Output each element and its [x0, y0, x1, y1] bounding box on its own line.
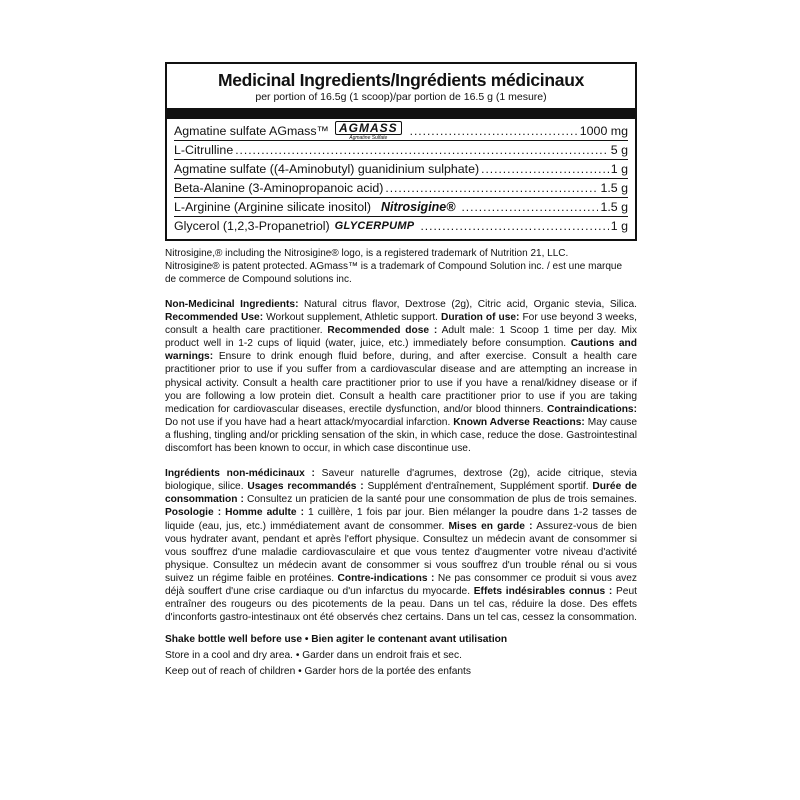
- cautions-label: Cautions and warnings:: [165, 338, 637, 363]
- french-directions: [165, 467, 637, 624]
- shake-instruction: Shake bottle well before use • Bien agiter le contenant avant utilisation: [165, 634, 508, 646]
- dose-label: Recommended dose :: [327, 325, 438, 337]
- adverse-reactions-text: May cause a flushing, tingling and/or prickling sensation of the skin, in which case, reduce the dose. Gastrointestinal discomfort has been known to occur, in which case discontinue use.: [165, 416, 638, 455]
- fr-contraindications-text: Ne pas consommer ce produit si vous avez déjà souffert d'une crise cardiaque ou d'un infarctus du myocarde.: [165, 572, 637, 597]
- agmass-logo-subtext: Agmatine Sulfate: [349, 135, 388, 141]
- fr-non-medicinal-text: Saveur naturelle d'agrumes, dextrose (2g), acide citrique, stevia biologique, silice.: [165, 468, 637, 493]
- ingredient-amount: 1 g: [610, 162, 628, 176]
- fr-contraindications-label: Contre-indications :: [337, 572, 435, 584]
- ingredient-amount: 5 g: [610, 143, 628, 157]
- leader-dots: [410, 124, 578, 138]
- panel-title: Medicinal Ingredients/Ingrédients médicinaux: [217, 70, 585, 90]
- ingredient-amount: 1.5 g: [600, 200, 628, 214]
- ingredient-row: [174, 122, 628, 141]
- ingredient-name: Agmatine sulfate ((4-Aminobutyl) guanidinium sulphate): [174, 162, 480, 176]
- ingredient-amount: 1.5 g: [600, 181, 628, 195]
- trademark-line: Nitrosigine,® including the Nitrosigine® logo, is a registered trademark of Nutrition 21, LLC.: [165, 248, 569, 259]
- store-instruction: Store in a cool and dry area. • Garder dans un endroit frais et sec.: [165, 650, 462, 662]
- cautions-text: Ensure to drink enough fluid before, during, and after exercise. Consult a health care practitioner prior to use if you suffer from a cardiovascular disease and are attempting an increase in physical activity. Consult a health care practitioner prior to use if you have a renal/kidney disease or if you are following a low protein diet. Consult a health care practitioner prior to use if you are taking medication for cardiovascular diseases, erectile dysfunction, and/or blood thinners.: [165, 351, 637, 415]
- fr-dose-label: Posologie : Homme adulte :: [165, 507, 304, 519]
- ingredient-name: Glycerol (1,2,3-Propanetriol): [174, 219, 330, 233]
- non-medicinal-label: Non-Medicinal Ingredients:: [165, 299, 299, 310]
- agmass-logo-mark: AGMASS: [335, 121, 402, 135]
- glycerpump-logo: GLYCERPUMP: [334, 220, 415, 232]
- fr-usage-text: Supplément d'entraînement, Supplément sportif.: [367, 481, 589, 493]
- ingredient-row: [174, 198, 628, 217]
- fr-adverse-text: Peut entraîner des rougeurs ou des picotements de la peau. Dans un tel cas, réduire la dose. Des effets d'inconforts gastro-intestinaux ont été observés chez certains. Dans un tel cas, cessez la consommation.: [165, 585, 637, 624]
- non-medicinal-text: Natural citrus flavor, Dextrose (2g), Citric acid, Organic stevia, Silica.: [304, 299, 637, 310]
- ingredient-amount: 1000 mg: [579, 124, 628, 138]
- ingredient-table: [167, 119, 635, 239]
- english-directions: [165, 298, 637, 455]
- ingredient-amount: 1 g: [610, 219, 628, 233]
- fr-non-medicinal-label: Ingrédients non-médicinaux :: [165, 468, 315, 480]
- contraindications-label: Contraindications:: [546, 403, 637, 415]
- header-bar: [167, 108, 635, 119]
- duration-label: Duration of use:: [441, 312, 520, 324]
- nitrosigine-logo: Nitrosigine®: [380, 200, 456, 214]
- ingredient-name: L-Arginine (Arginine silicate inositol): [174, 200, 371, 214]
- panel-subtitle: per portion of 16.5g (1 scoop)/par portion de 16.5 g (1 mesure): [255, 91, 547, 103]
- ingredient-name: Beta-Alanine (3-Aminopropanoic acid): [174, 181, 384, 195]
- adverse-reactions-label: Known Adverse Reactions:: [453, 416, 585, 428]
- fr-warnings-text: Assurez-vous de bien vous hydrater avant, pendant et après l'effort physique. Consultez un médecin avant de consommer si vous souffrez d'une maladie cardiovasculaire et que vous tentez d'augmenter votre niveau d'activité physique. Consultez un médecin avant de consommer si vous souffrez d'un trouble rénal ou si vous suivez un régime faible en protéines.: [165, 520, 637, 584]
- supplement-label: [165, 62, 637, 680]
- leader-dots: [385, 181, 598, 195]
- ingredient-row: [174, 179, 628, 198]
- fr-usage-label: Usages recommandés :: [247, 481, 364, 493]
- leader-dots: [481, 162, 609, 176]
- fr-adverse-label: Effets indésirables connus :: [473, 585, 613, 597]
- trademark-line: Nitrosigine® is patent protected. AGmass™ is a trademark of Compound Solution inc. / est une marque: [165, 261, 623, 272]
- ingredient-name: L-Citrulline: [174, 143, 234, 157]
- recommended-use-text: Workout supplement, Athletic support.: [266, 312, 439, 324]
- duration-text: For use beyond 3 weeks, consult a health care practitioner.: [165, 312, 637, 337]
- trademark-line: de commerce de Compound solutions inc.: [165, 274, 352, 285]
- fr-dose-text: 1 cuillère, 1 fois par jour. Bien mélanger la poudre dans 1-2 tasses de liquide (eau, jus, etc.) immédiatement avant de consommer.: [165, 507, 637, 532]
- leader-dots: [420, 219, 608, 233]
- leader-dots: [235, 143, 609, 157]
- ingredient-row: [174, 141, 628, 160]
- dose-text: Adult male: 1 Scoop 1 time per day. Mix product well in 1-2 cups of liquid (water, juice, etc.) immediately before consumption.: [165, 325, 637, 350]
- trademark-notice: [165, 247, 637, 286]
- children-warning: Keep out of reach of children • Garder hors de la portée des enfants: [165, 666, 471, 678]
- ingredient-row: [174, 160, 628, 179]
- recommended-use-label: Recommended Use:: [165, 312, 264, 324]
- medicinal-ingredients-panel: [165, 62, 637, 241]
- ingredient-name: Agmatine sulfate AGmass™: [174, 124, 329, 138]
- fr-duration-text: Consultez un praticien de la santé pour une consommation de plus de trois semaines.: [247, 494, 637, 506]
- fr-warnings-label: Mises en garde :: [448, 520, 533, 532]
- agmass-logo: [335, 121, 402, 141]
- leader-dots: [461, 200, 598, 214]
- fr-duration-label: Durée de consommation :: [165, 481, 637, 506]
- ingredient-row: [174, 217, 628, 235]
- contraindications-text: Do not use if you have had a heart attack/myocardial infarction.: [165, 416, 451, 428]
- storage-instructions: [165, 632, 637, 680]
